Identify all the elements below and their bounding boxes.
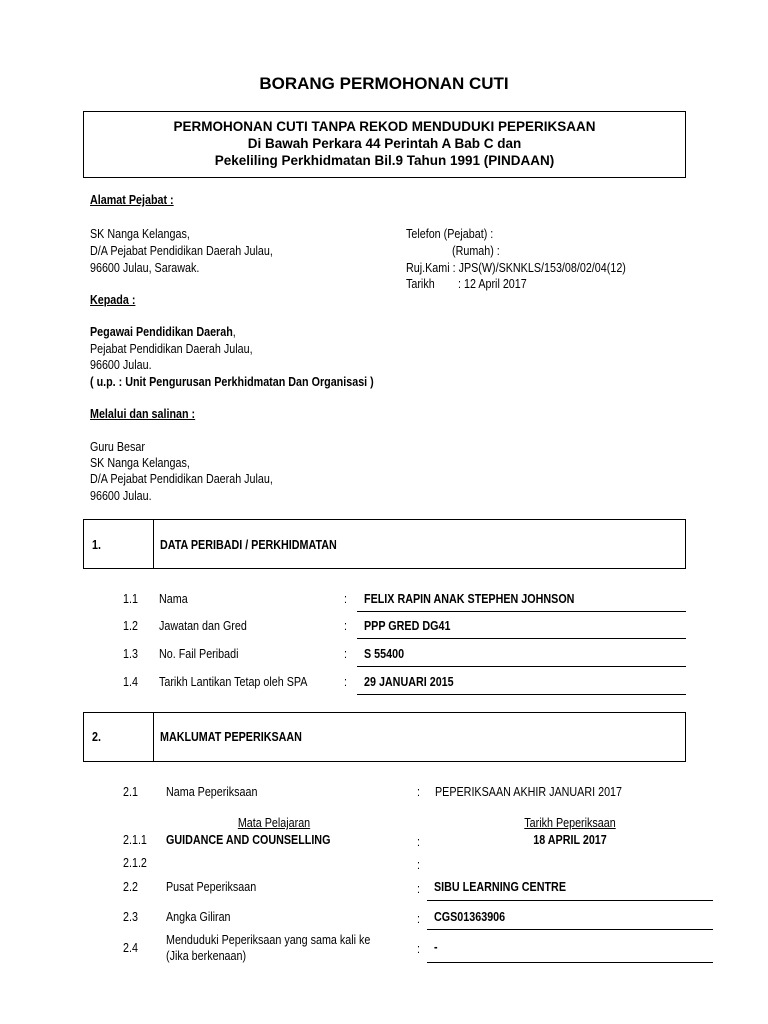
row-1-4-colon: : [344,675,347,689]
row-2-1-label: Nama Peperiksaan [166,785,258,799]
row-1-4-number: 1.4 [123,675,138,689]
date-value: : 12 April 2017 [458,277,527,291]
row-2-1-1-subject: GUIDANCE AND COUNSELLING [166,833,331,847]
to-name-line [90,325,236,339]
row-2-4-number: 2.4 [123,941,138,955]
row-1-2-value: PPP GRED DG41 [364,619,451,633]
to-line-2: 96600 Julau. [90,358,152,372]
row-2-4-label-line-2: (Jika berkenaan) [166,949,247,963]
column-subject-header: Mata Pelajaran [237,816,311,830]
office-heading: Alamat Pejabat : [90,193,174,207]
phone-home: (Rumah) : [452,244,500,258]
section-1-title: DATA PERIBADI / PERKHIDMATAN [160,538,337,552]
subtitle-line-2: Di Bawah Perkara 44 Perintah A Bab C dan [247,136,522,151]
row-1-3-number: 1.3 [123,647,138,661]
row-2-1-1-colon: : [417,835,420,849]
via-line-2: SK Nanga Kelangas, [90,456,190,470]
row-2-2-number: 2.2 [123,880,138,894]
row-2-1-2-colon: : [417,858,420,872]
row-2-1-number: 2.1 [123,785,138,799]
row-2-4-label-line-1: Menduduki Peperiksaan yang sama kali ke [166,933,371,947]
row-1-2-underline [357,638,686,639]
date-label: Tarikh [406,277,435,291]
reference-number: Ruj.Kami : JPS(W)/SKNKLS/153/08/02/04(12) [406,261,626,275]
row-1-3-value: S 55400 [364,647,405,661]
via-line-3: D/A Pejabat Pendidikan Daerah Julau, [90,472,273,486]
row-1-4-label: Tarikh Lantikan Tetap oleh SPA [159,675,308,689]
section-1-header [83,519,686,569]
office-line-3: 96600 Julau, Sarawak. [90,261,200,275]
row-1-1-underline [357,611,686,612]
office-line-1: SK Nanga Kelangas, [90,227,190,241]
row-1-3-label: No. Fail Peribadi [159,647,239,661]
via-line-1: Guru Besar [90,440,145,454]
to-attention: ( u.p. : Unit Pengurusan Perkhidmatan Dan Organisasi ) [90,375,374,389]
row-2-1-colon: : [417,785,420,799]
section-2-number: 2. [92,730,101,744]
row-2-1-1-date: 18 APRIL 2017 [533,833,607,847]
section-2-header [83,712,686,762]
section-2-divider [153,713,154,761]
row-1-2-colon: : [344,619,347,633]
via-heading: Melalui dan salinan : [90,407,196,421]
row-1-2-label: Jawatan dan Gred [159,619,247,633]
row-1-1-label: Nama [159,592,188,606]
to-heading: Kepada : [90,293,136,307]
row-1-4-underline [357,694,686,695]
row-2-3-number: 2.3 [123,910,138,924]
to-name-suffix: , [232,325,236,339]
row-2-4-colon: : [417,942,420,956]
form-title: BORANG PERMOHONAN CUTI [259,74,509,93]
to-name: Pegawai Pendidikan Daerah [90,325,233,339]
row-2-4-value: - [434,940,438,954]
row-2-4-underline [427,962,713,963]
row-1-1-value: FELIX RAPIN ANAK STEPHEN JOHNSON [364,592,575,606]
office-line-2: D/A Pejabat Pendidikan Daerah Julau, [90,244,273,258]
row-1-1-colon: : [344,592,347,606]
row-2-1-2-number: 2.1.2 [123,856,147,870]
row-2-1-value: PEPERIKSAAN AKHIR JANUARI 2017 [435,785,623,799]
via-line-4: 96600 Julau. [90,489,152,503]
row-2-2-colon: : [417,882,420,896]
row-2-1-1-number: 2.1.1 [123,833,147,847]
subtitle-line-3: Pekeliling Perkhidmatan Bil.9 Tahun 1991 (PINDAAN) [214,153,555,168]
row-2-2-label: Pusat Peperiksaan [166,880,257,894]
row-1-3-colon: : [344,647,347,661]
subtitle-box [83,111,686,178]
row-1-4-value: 29 JANUARI 2015 [364,675,454,689]
column-date-header: Tarikh Peperiksaan [524,816,616,830]
row-2-3-label: Angka Giliran [166,910,231,924]
section-1-divider [153,520,154,568]
row-1-3-underline [357,666,686,667]
section-1-number: 1. [92,538,101,552]
row-2-2-value: SIBU LEARNING CENTRE [434,880,566,894]
row-2-3-colon: : [417,912,420,926]
subtitle-line-1: PERMOHONAN CUTI TANPA REKOD MENDUDUKI PEPERIKSAAN [173,119,596,134]
phone-office: Telefon (Pejabat) : [406,227,494,241]
row-1-2-number: 1.2 [123,619,138,633]
row-2-2-underline [427,900,713,901]
row-2-3-underline [427,929,713,930]
to-line-1: Pejabat Pendidikan Daerah Julau, [90,342,253,356]
row-2-3-value: CGS01363906 [434,910,506,924]
section-2-title: MAKLUMAT PEPERIKSAAN [160,730,302,744]
row-1-1-number: 1.1 [123,592,138,606]
